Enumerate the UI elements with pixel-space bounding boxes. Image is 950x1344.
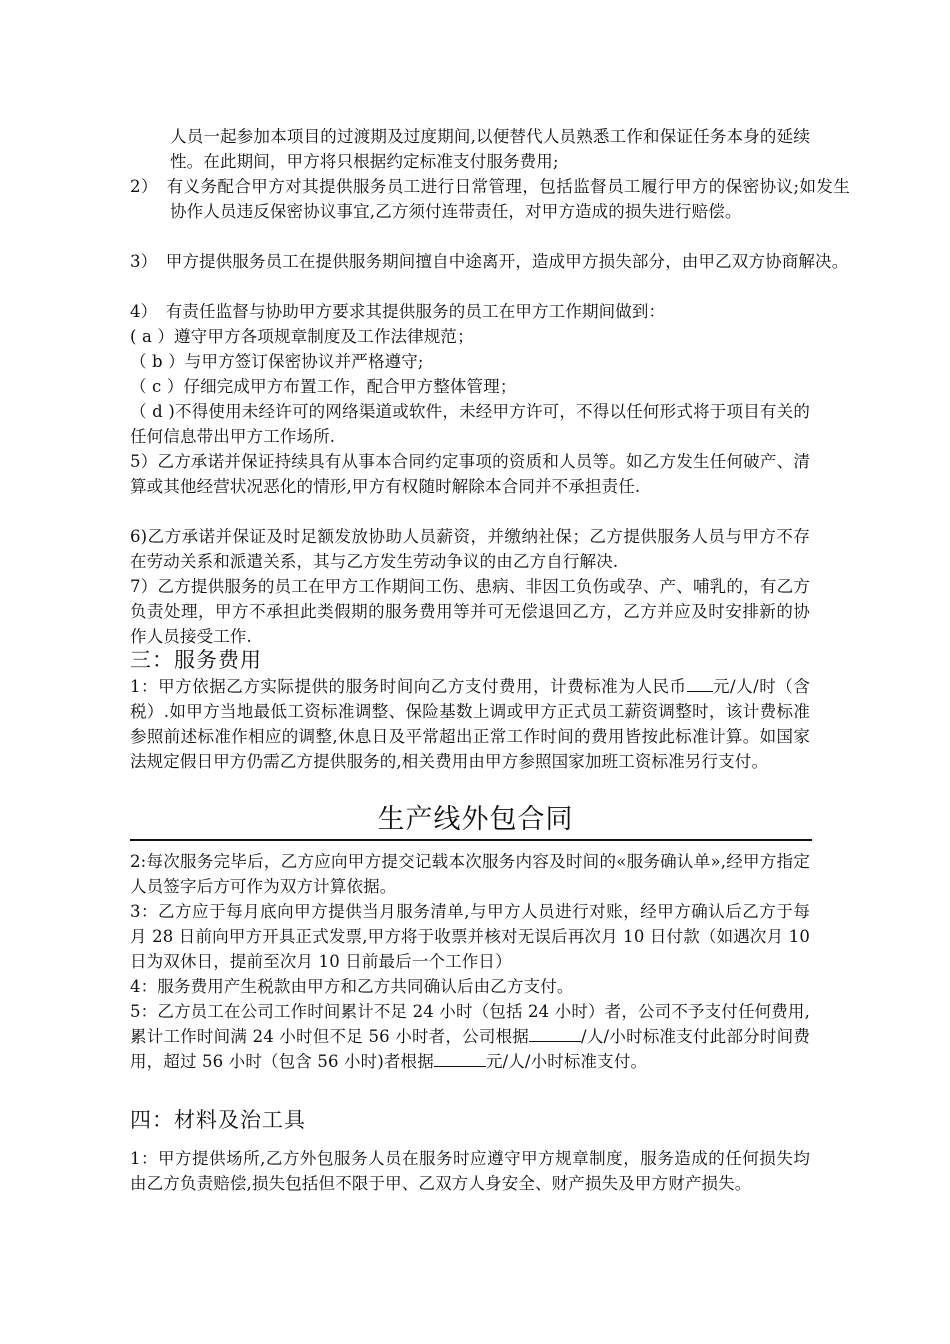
sub-item-b: （ b ）与甲方签订保密协议并严格遵守;	[130, 352, 424, 371]
sub-item-d: （ d )不得使用未经许可的网络渠道或软件，未经甲方许可，不得以任何形式将于项目有关的任何信息带出甲方工作场所.	[130, 402, 810, 446]
fee-clause-1-post: 元/人/时（含税）.如甲方当地最低工资标准调整、保险基数上调或甲方正式员工薪资调整时，该计费标准参照前述标准作相应的调整,休息日及平常超出正常工作时间的费用皆按此标准计算。如国家法规定假日甲方仍需乙方提供服务的,相关费用由甲方参照国家加班工资标准另行支付。	[130, 677, 810, 771]
clause-item-5: 5）乙方承诺并保证持续具有从事本合同约定事项的资质和人员等。如乙方发生任何破产、清算或其他经营状况恶化的情形,甲方有权随时解除本合同并不承担责任.	[130, 452, 810, 496]
contract-title: 生产线外包合同	[377, 804, 574, 835]
hourly-rate-blank-1	[529, 1025, 581, 1042]
fee-rate-blank	[687, 675, 713, 692]
clause-item-7: 7）乙方提供服务的员工在甲方工作期间工伤、患病、非因工负伤或孕、产、哺乳的，有乙方负责处理，甲方不承担此类假期的服务费用等并可无偿退回乙方，乙方并应及时安排新的协作人员接受工作.	[130, 577, 810, 646]
hourly-rate-blank-2	[434, 1050, 486, 1067]
material-clause-1: 1：甲方提供场所,乙方外包服务人员在服务时应遵守甲方规章制度，服务造成的任何损失均由乙方负责赔偿,损失包括但不限于甲、乙双方人身安全、财产损失及甲方财产损失。	[130, 1149, 810, 1193]
fee-clause-5	[130, 999, 810, 1074]
fee-clause-5-pre: 5：乙方员工在公司工作时间累计不足 24 小时（包括 24 小时）者，公司不予支付任何费用,累计工作时间满 24 小时但不足 56 小时者，公司根据	[130, 1002, 810, 1046]
clause-item-2: 2） 有义务配合甲方对其提供服务员工进行日常管理，包括监督员工履行甲方的保密协议;如发生协作人员违反保密协议事宜,乙方须付连带责任，对甲方造成的损失进行赔偿。	[130, 177, 850, 221]
clause-item-3: 3） 甲方提供服务员工在提供服务期间擅自中途离开，造成甲方损失部分，由甲乙双方协商解决。	[130, 252, 849, 271]
fee-clause-2: 2:每次服务完毕后，乙方应向甲方提交记载本次服务内容及时间的«服务确认单»,经甲方指定人员签字后方可作为双方计算依据。	[130, 852, 810, 896]
sub-item-a: ( a ）遵守甲方各项规章制度及工作法律规范；	[130, 327, 474, 346]
section-heading-service-fee: 三：服务费用	[130, 648, 262, 672]
sub-item-c: （ c ）仔细完成甲方布置工作，配合甲方整体管理；	[130, 377, 517, 396]
fee-clause-1-pre: 1：甲方依据乙方实际提供的服务时间向乙方支付费用，计费标准为人民币	[130, 677, 687, 696]
clause-item-6: 6)乙方承诺并保证及时足额发放协助人员薪资，并缴纳社保；乙方提供服务人员与甲方不存在劳动关系和派遣关系，其与乙方发生劳动争议的由乙方自行解决.	[130, 527, 810, 571]
clause-item-4: 4） 有责任监督与协助甲方要求其提供服务的员工在甲方工作期间做到：	[130, 302, 666, 321]
contract-title-bar	[130, 799, 812, 841]
fee-clause-3: 3：乙方应于每月底向甲方提供当月服务清单,与甲方人员进行对账，经甲方确认后乙方于每月 28 日前向甲方开具正式发票,甲方将于收票并核对无误后再次月 10 日付款（如遇次月 10 日为双休日，提前至次月 10 日前最后一个工作日）	[130, 902, 810, 971]
fee-clause-1	[130, 674, 810, 774]
fee-clause-5-post: 元/人/小时标准支付。	[485, 1052, 648, 1071]
clause-transition-continuation: 人员一起参加本项目的过渡期及过度期间,以便替代人员熟悉工作和保证任务本身的延续性。在此期间，甲方将只根据约定标准支付服务费用;	[170, 127, 810, 171]
fee-clause-4: 4：服务费用产生税款由甲方和乙方共同确认后由乙方支付。	[130, 977, 574, 996]
fee-clause-5-mid: /人/小时标准支付此部分时间费用，超过 56 小时（包含 56 小时)者根据	[130, 1027, 811, 1071]
section-heading-materials: 四：材料及治工具	[130, 1108, 306, 1132]
